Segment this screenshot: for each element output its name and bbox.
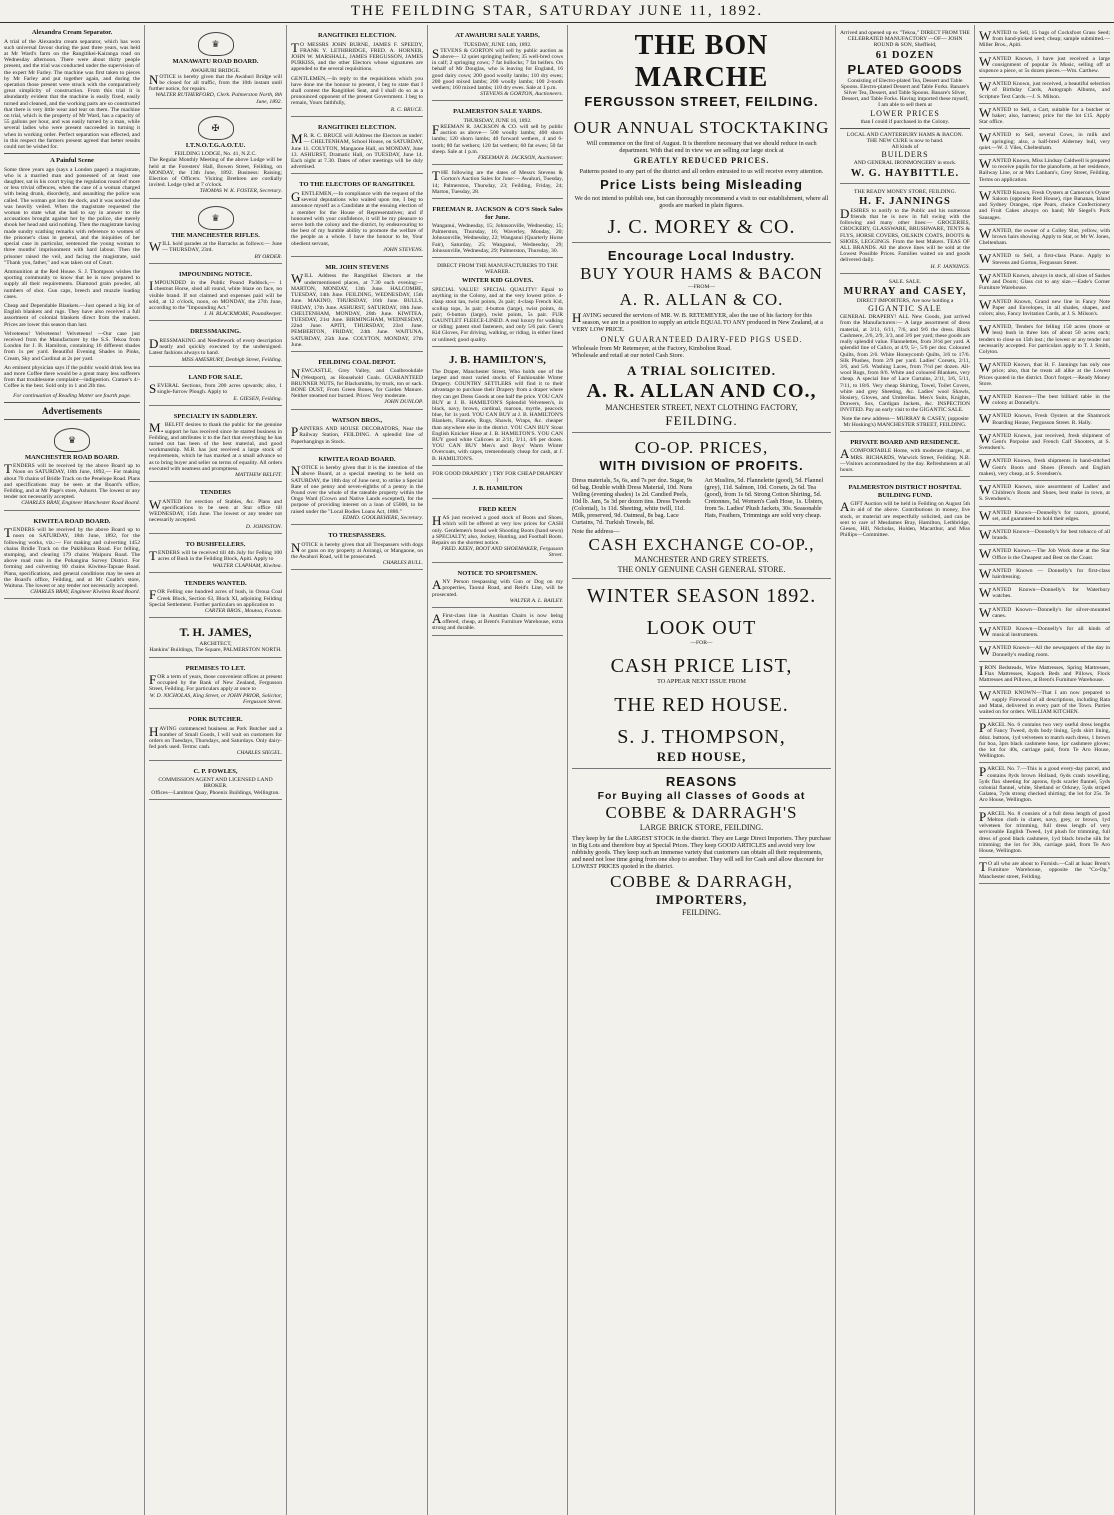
divider (4, 153, 140, 154)
trial-heading: A TRIAL SOLICITED. (627, 363, 776, 379)
bushfellers-sig: WALTER CLAPHAM, Kiwitea. (212, 562, 282, 569)
classified-item: WANTED Known—All the newspapers of the day in Donnelly's reading room. (979, 642, 1110, 661)
classified-item: WANTED Known, just received, a beautiful selection of Birthday Cards, Autograph Albums, and Scripture Text Cards.—J. S. Milson. (979, 78, 1110, 104)
classified-item: WANTED Known.—The Job Work done at the Star Office is the Cheapest and Best on the Coast. (979, 545, 1110, 564)
divider (840, 128, 970, 129)
keen-body: HAS just received a good stock of Boots and Shoes, which will be offered at very low prices for CASH only. Gentlemen's broad welt Shooting Boots (hand sewn) a SPECIALTY; also, Jockey, Hunting, and Football Boots. Repairs on the shortest notice. (432, 513, 563, 547)
lodge-body: The Regular Monthly Meeting of the above Lodge will be held at the Foresters' Hall, Bowen Street, Feilding, on MONDAY, the 13th June, 1892. Business: Raising; Election of Officers. Visiting Brethren are cordially invited. Lodge tyled at 7 o'clock. (149, 157, 282, 189)
coal-title: FEILDING COAL DEPOT. (318, 358, 396, 366)
lodge-sub: FEILDING LODGE, No. 41, N.Z.C. (174, 151, 257, 158)
keen-title: FRED KEEN (478, 505, 517, 513)
sportsmen-title: NOTICE TO SPORTSMEN. (457, 569, 538, 577)
lodge-title: I.T.N.O.T.G.A.O.T.U. (185, 141, 246, 149)
lookout-heading: LOOK OUT (646, 617, 757, 640)
classified-item: WANTED Known—Donnelly's for all kinds of musical instruments. (979, 623, 1110, 642)
gloves-ad (432, 260, 563, 347)
coop-ad (572, 435, 831, 579)
election-title: RANGITIKEI ELECTION. (317, 32, 397, 39)
allan-ad (572, 245, 831, 433)
lodge-sig: THOMAS W. K. FOSTER, Secretary. (199, 188, 282, 195)
cash-exchange-name: CASH EXCHANGE CO-OP., (588, 535, 815, 555)
kinds-label: All kinds of (891, 144, 919, 151)
hamilton-ad (432, 349, 563, 466)
retail-note: Wholesale and retail at our noted Cash Store. (572, 352, 685, 360)
kiwitea-notice-ad (291, 451, 423, 525)
chairs-ad (432, 610, 563, 636)
manchester-board-body: TENDERS will be received by the above Board up to Noon on SATURDAY, 18th June, 1892,— For making about 70 chains of Bridle Track on the Penelope Road. Plans and specifications may be seen at the Board's office, Feilding, and at Mr Page's store, Ashurst. The lowest or any tender not necessarily accepted. (4, 461, 140, 501)
builders-label: BUILDERS (881, 150, 929, 160)
thompson-name: S. J. THOMPSON, (617, 726, 786, 749)
classified-item: WANTED Known, nice assortment of Ladies' and Children's Boots and Shoes, best make in town, at S. Svendsen's. (979, 481, 1110, 507)
stock-sales-title: FREEMAN R. JACKSON & CO'S Stock Sales for June. (432, 206, 563, 221)
cobbe-name: COBBE & DARRAGH'S (605, 803, 798, 823)
gloves-body: SPECIAL VALUE! SPECIAL QUALITY! Equal to anything in the Colony, and at the very lowest price. 4-clasp stout tan, twist points, 2s pair; 4-clasp French Kid, scollop tops, 3s pair; 4-button (large), twist points, 4s pair; 6-button (large), twist points, 5s pair. FUR GAUNTLET FLEECE-LINED. A real luxury for walking or riding; patent stud fasteners, and only 5/6 pair. Gent's Kid Gloves, For driving, walking, or riding, in either lined or unlined; good quality. (432, 286, 563, 343)
architect-ad (149, 620, 282, 657)
classified-item: WANTED Known—Donnelly's for Waterbury watches. (979, 584, 1110, 603)
manchester-board-title: MANCHESTER ROAD BOARD. (24, 453, 120, 461)
kiwitea-board-sig: CHARLES BRAY, Engineer Kiwitea Road Board. (30, 589, 140, 596)
columns (0, 25, 1114, 1515)
kiwitea-notice-sig: EDMD. GOOLBEHERE, Secretary. (342, 514, 423, 521)
reasons-heading: REASONS (665, 774, 738, 790)
tenders-title: TENDERS (200, 489, 231, 497)
chairs-body: AFirst-class line in Austrian Chairs is now being offered, cheap, at Brent's Furniture Warehouse, extra strong and durable. (432, 611, 563, 632)
ready-money-label: THE READY MONEY STORE, FEILDING. (853, 188, 957, 195)
saddlery-sig: MATTHEW BELFIT. (235, 472, 282, 479)
column-7 (975, 25, 1114, 1515)
classified-item: WANTED Known, Grand new line in Fancy Note Paper and Envelopes, in all shades, shapes, and colors; also, Fancy Invitation Cards, at J. S. Milson's. (979, 296, 1110, 322)
hospital-ad (840, 479, 970, 541)
cobbe-ad (572, 771, 831, 921)
tenders-sig: D. JOHNSTON. (245, 523, 282, 530)
hams-heading: BUY YOUR HAMS & BACON (580, 264, 823, 283)
classified-item: WANTED, Tenders for felling 150 acres (more or less) bush in three lots of about 50 acres each; tenders to close on 15th inst.; the lowest or any tender not necessarily accepted. For particulars apply to T. J. Smith, Colyton. (979, 321, 1110, 359)
bushfellers-body: TENDERS will be received till 4th July for Felling 100 acres of Bush in the Feilding Block, Apiti. Apply to (149, 548, 282, 564)
ironmongery-label: AND GENERAL IRONMONGERY in stock. (853, 160, 957, 167)
misleading-body: We do not intend to publish one, but can thoroughly recommend a visit to our establishment, where all goods are marked in plain figures. (574, 195, 829, 209)
local-industry: Encourage Local Industry. (607, 248, 796, 263)
manchester-board-ad (4, 423, 140, 511)
kiwitea-notice-title: KIWITEA ROAD BOARD. (318, 455, 396, 463)
alexandra-title: Alexandra Cream Separator. (31, 29, 113, 36)
allan-body: HAVING secured the services of MR. W. B. RETEMEYER, also the use of his factory for this season, we are in a position to supply an article EQUAL TO ANY produced in New Zealand, at a VERY LOW PRICE. (572, 310, 823, 334)
dress-body: DRESSMAKING and Needlework of every description neatly and quickly executed by the undersigned. Latest fashions always to hand. (149, 335, 282, 357)
coop-heading: CO-OP. PRICES, (634, 438, 769, 458)
painful-body: Some three years ago (says a London paper) a magistrate, who is a married man and possessed of at least one daughter, sat in his court trying the regulation round of more or less trivial offences, when the case of a woman charged with being drunk, disorderly, and assaulting the police was called. The woman got into the dock, and it was noticed she was heavily veiled. When the magistrate requested the woman to state what she had to say in answer to the accusations brought against her by the police, she merely shook her head and said nothing. Then the magistrate having made sundry scathing remarks with reference to women of the prisoner's class in general, and the iniquities of her special case in particular, sentenced the young woman to three months' imprisonment with hard labour. Then the prisoner raised the veil, and facing the magistrate, said "Thank you, father," and was taken out of Court. (4, 166, 140, 266)
stock-sales-ad (432, 201, 563, 258)
plated-heading: PLATED GOODS (847, 61, 963, 77)
classified-item: WANTED Known—The best billiard table in the colony at Donnelly's. (979, 391, 1110, 410)
kiwitea-board-title: KIWITEA ROAD BOARD. (33, 517, 111, 525)
crest-icon: ♛ (54, 428, 90, 452)
for-label: —FOR— (690, 640, 713, 647)
classified-item: WANTED Known—Donnelly's for best tobacco of all brands. (979, 526, 1110, 545)
tenders-ad (149, 484, 282, 534)
stock-sales-body: Wanganui, Wednesday, 15; Johnsonville, Wednesday, 15; Palmerston, Thursday, 16; Waverley, Monday, 20; Johnsonville, Wednesday, 22; Wanganui (Quarterly Horse Fair), Saturday, 25; Wanganui, Wednesday, 29; Johnsonville, Wednesday, 29; Palmerston, Thursday, 30. (432, 223, 563, 254)
crown-icon: ♛ (198, 206, 234, 230)
morey-name: J. C. MOREY & CO. (607, 216, 796, 238)
importers-label: IMPORTERS, (655, 892, 748, 908)
awahuri-ad (149, 27, 282, 109)
land-body: SEVERAL Sections, from 200 acres upwards; also, 1 single-furrow Plough. Apply to (149, 381, 282, 397)
coal-ad (291, 354, 423, 410)
stocktaking-body: Will commence on the first of August. It is therefore necessary that we should reduce in each department. With that end in view we are selling our large stock at (586, 140, 817, 154)
hams-local: LOCAL AND CANTERBURY HAMS & BACON. (846, 131, 964, 138)
gigantic-label: GIGANTIC SALE (868, 304, 942, 314)
pork-ad (149, 711, 282, 761)
price-list-left: Dress materials, 5s, 6s, and 7s per doz. Sugar, 9s 6d bag. Double width Dress Material, 10d. Nuns Veiling (evening shades) 1s 2d. Candied Peels, 10d lb. Jam, 5s 3d per dozen tins. Dress Tweeds (Colonial), 1s 11d. Sheeting, white twill, 11d. Milk, preserved, 9d. Oatmeal, 8s bag. Lace Curtains, 7d. Turkish Towels, 8d. (572, 477, 693, 527)
classified-item: WANTED to Sell, several Cows, in milk and springing; also, a half-bred Alderney bull, very quiet.—W. J. Viles, Cheltenham. (979, 129, 1110, 155)
palmerston-sale-sig: FREEMAN R. JACKSON, Auctioneer. (477, 155, 563, 162)
awahuri-sub: AWAHURI BRIDGE. (190, 67, 241, 74)
drapery-sig: J. B. HAMILTON (472, 485, 523, 493)
from-label: —FROM— (687, 284, 716, 290)
awahuri-sale-date: TUESDAY, JUNE 14th, 1892. (463, 41, 532, 48)
land-title: LAND FOR SALE. (188, 373, 243, 381)
murray-sub: DIRECT IMPORTERS, Are now holding a (856, 298, 954, 305)
physician-para: An eminent physician says if the public would drink less tea and more Coffee there would be a great many less sufferers from that troublesome complaint—indigestion. Cramer's 4/- Coffee is the best. Sold only in 1 and 2lb tins. (4, 364, 140, 390)
electors-sig: JOHN STEVENS. (383, 246, 423, 253)
stocktaking-heading: OUR ANNUAL STOCKTAKING (573, 118, 830, 137)
painful-title: A Painful Scene (50, 157, 94, 165)
classified-item: WANTED Known, always in stock, all sizes of Sashes and Doors; Glass cut to any size.—Eade's Corner Furniture Warehouse. (979, 270, 1110, 296)
election-body: GENTLEMEN,—In reply to the requisitions which you have done me the honour to present, I beg to state that I shall contest the Rangitikei Seat, and I shall do so as a pronounced opponent of the present Government. I beg to remain, Yours faithfully, (291, 75, 423, 107)
architect-addr: Hankins' Buildings, The Square, PALMERSTON NORTH. (149, 647, 282, 654)
premises-ad (149, 660, 282, 710)
trespass-ad (291, 527, 423, 570)
tenders-wanted-ad (149, 575, 282, 618)
impound-ad (149, 266, 282, 322)
rifles-body: WILL hold parades at the Barracks as follows:— June — THURSDAY, 23rd. (149, 239, 282, 255)
jannings-ad (840, 186, 970, 274)
hospital-body: AGIFT Auction will be held in Feilding on August 5th in aid of the above. Contributions in money, live stock, or material are respectfully solicited, and can be sent to care of Mesdames Bray, Hamilton, Lethbridge, Giesen, Hill, Nicholas, Holden, Macarthur, and Miss Phillips—Committee. (840, 499, 970, 539)
sale-dates-body: THE following are the dates of Messrs Stevens & Gorton's Auction Sales for June:— Awahuri, Tuesday, 14; Palmerston, Thursday, 23; Feilding, Friday, 24; Marton, Tuesday, 28. (432, 168, 563, 195)
thompson-sub: RED HOUSE, (656, 749, 747, 765)
kiwitea-board-ad (4, 513, 140, 600)
lower-body: than I could if purchased in the Colony. (860, 118, 950, 125)
dozen-label: 61 DOZEN (875, 49, 935, 61)
stevens-title: MR. JOHN STEVENS (325, 263, 389, 271)
patterns-note: Patterns posted to any part of the district and all orders entrusted to us will receive every attention. (579, 168, 824, 175)
dairy-note: ONLY GUARANTEED DAIRY-FED PIGS USED. (600, 335, 803, 345)
plated-goods-ad (840, 27, 970, 184)
impound-body: IMPOUNDED in the Public Pound Paddock,— 1 chestnut Horse, shod all round, white blaze on face, no visible brand. If not claimed and expenses paid will be sold, at 12 o'clock, noon, on MONDAY, the 27th June, according to the "Impounding Act." (149, 278, 282, 312)
advertisements-heading: Advertisements (42, 405, 102, 416)
bushfellers-title: TO BUSHFELLERS. (185, 540, 246, 548)
velveteens-para: Velveteens! Velveteens! Velveteens! —Our case just received from the Manufacturer by the S.S. Tekoa from London for J. B. Hamilton, containing 16 different shades from 1s per yard. Beautiful Evening Shades in Pinks, Cream, Sky and Cardinal at 2s per yard. (4, 330, 140, 362)
palmerston-sale-ad (432, 103, 563, 165)
election2-body: MR. R. C. BRUCE will Address the Electors as under:— CHELTENHAM, School House, on SATURDAY, June 11. COLYTON, Mangaone Hall, on MONDAY, June 13. ASHURST, Dramatic Hall, on TUESDAY, June 14. Each night at 7.30. Dates of other meetings will be duly advertised. (291, 131, 423, 171)
impound-sig: J. H. BLACKMORE, Poundkeeper. (203, 311, 282, 318)
electors-ad (291, 176, 423, 257)
palmerston-sale-date: THURSDAY, JUNE 16, 1892. (463, 117, 532, 124)
murray-ad (840, 276, 970, 432)
jannings-sig: H. F. JANNINGS. (930, 263, 970, 270)
divider (4, 419, 140, 420)
pork-title: PORK BUTCHER. (188, 716, 243, 724)
pork-body: HAVING commenced business as Pork Butcher and a number of Small Goods, I will wait on customers for orders on Tuesdays, Thursdays, and Saturdays. Only dairy-fed pork used. Terms: cash. (149, 723, 282, 751)
keen-ad (432, 501, 563, 563)
awahuri-sale-ad (432, 27, 563, 101)
tenders-wanted-body: FOR Felling one hundred acres of bush, in Oroua Coal Creek Block, Section 63, Block XI, adjoining Feilding Special Settlement. Further particulars on application to (149, 587, 282, 608)
keen-sig: FRED. KEEN, BOOT AND SHOEMAKER, Fergusson Street. (441, 546, 563, 559)
election-ad (291, 27, 423, 117)
murray-name: MURRAY and CASEY, (843, 286, 967, 298)
brick-store: LARGE BRICK STORE, FEILDING. (639, 823, 764, 833)
awahuri-title: MANAWATU ROAD BOARD. (172, 58, 259, 65)
classified-item: TO all who are about to Furnish.—Call at Isaac Brent's Furniture Warehouse, opposite the "Co-Op," Manchester street, Feilding. (979, 858, 1110, 884)
sportsmen-body: ANY Person trespassing with Gun or Dog on my properties, Taonui Road, and Reid's Line, will be prosecuted. (432, 577, 563, 598)
coal-sig: JOHN DUNLOP. (384, 399, 423, 406)
allan2-sub: MANCHESTER STREET, NEXT CLOTHING FACTORY, (605, 403, 798, 413)
bon-marche-title: THE BON MARCHE (634, 30, 769, 93)
new-cure: THE NEW CURE is now to hand. (866, 138, 944, 145)
watson-ad (291, 412, 423, 449)
board-ad (840, 434, 970, 477)
classified-item: WANTED Known—Donnelly's for razors, ground, set, and guaranteed to hold their edges. (979, 507, 1110, 526)
premises-title: PREMISES TO LET. (185, 664, 246, 672)
pork-sig: CHARLES SIEGEL. (236, 750, 282, 757)
bon-marche-sub: FERGUSSON STREET, FEILDING. (584, 94, 819, 109)
awahuri-sale-body: STEVENS & GORTON will sell by public auction as above— 12 quiet springing heifers; 35 well-bred cows in calf; 2 springing cows; 7 fat bullocks; 7 fat heifers. On behalf of Mr Douglas, who is leaving for England, 16 good dairy cows; 200 good woolly lambs; 110 dry ewes; 200 good mixed lambs; 200 woolly lambs; 100 2-tooth wethers; 160 mixed lambs; 110 dry ewes. Sale at 1 p.m. (432, 45, 563, 91)
classified-item: PARCEL No. 7.—This is a good every-day parcel, and contains 8yds brown Holland, 6yds crash towelling, 5yds flax sheeting for aprons, 6yds scarlet flannel, 5yds colonial flannel, white, Shetland or Orkney, 5yds striped Galatea, 7yds strong checked shirting; the lot for 25s. Te Aro House, Wellington. (979, 763, 1110, 807)
watson-body: PAINTERS AND HOUSE DECORATORS, Near the Railway Station, FEILDING. A splendid line of Paperhangings in Stock. (291, 424, 423, 445)
board-body: ACOMFORTABLE Home, with moderate charges, at MRS. RICHARDS, Warwick Street, Feilding. N.B.—Visitors accommodated by the day. Refreshments at all hours. (840, 446, 970, 474)
dress-sig: MISS AMESBURY, Denbigh Street, Feilding. (181, 356, 282, 363)
division-heading: WITH DIVISION OF PROFITS. (599, 458, 804, 474)
hamilton-body: The Draper, Manchester Street, Who holds one of the largest and most varied stocks of Fashionable Winter Drapery. COUNTRY SETTLERS will find it to their advantage to purchase their Drapery from a draper where they can get Dress Goods at one half the price. YOU CAN BUY at J. B. HAMILTON'S Splendid Velveteen's, in black, navy, brown, cardinal, maroon, myrtle, peacock blue, for 1s yard. YOU CAN BUY at J. B. HAMILTON'S Blankets, Flannels, Rugs, Shawls, Wraps, &c. cheaper than anywhere else in the district. YOU CAN BUY Stout English Knicker Hose at J. B. HAMILTON'S. YOU CAN BUY good white Calicoes at 2/11, 3/11, 4/6 per dozen. YOU CAN BUY Men's and Boys' Warm Winter Overcoats, with capes, tremendously cheap for cash, at J. B. HAMILTON'S. (432, 368, 563, 462)
continuation-note: For continuation of Reading Matter see fourth page. (13, 392, 131, 399)
electors-title: TO THE ELECTORS OF RANGITIKEI. (299, 181, 415, 189)
lodge-ad (149, 111, 282, 199)
architect-name: T. H. JAMES, (179, 625, 252, 640)
fowles-ad (149, 763, 282, 800)
awahuri-sale-title: AT AWAHURI SALE YARDS, (455, 32, 540, 39)
plated-body: Consisting of Electro-plated Tea, Dessert and Table Spoons. Electro-plated Dessert and Table Forks. Banare's Silver Tea, Dessert, and Table Spoons. Banare's Silver, Dessert, and Table Forks. Having imported these myself, I am able to sell them at (840, 77, 970, 109)
gloves-sub: WINTER KID GLOVES. (461, 277, 534, 285)
sale-label: SALE. SALE. (888, 278, 922, 285)
lower-prices: LOWER PRICES (870, 108, 940, 118)
election2-title: RANGITIKEI ELECTION. (317, 123, 397, 131)
red-house-name: THE RED HOUSE. (614, 694, 789, 717)
architect-sub: ARCHITECT, (199, 641, 232, 648)
jannings-name: H. F. JANNINGS (859, 195, 951, 207)
tenders-wanted-title: TENDERS WANTED. (184, 579, 247, 587)
allan-name: A. R. ALLAN & CO. (619, 290, 784, 310)
rifles-title: THE MANCHESTER RIFLES. (171, 231, 260, 239)
classified-item: WANTED Known, Miss Lindsay Caldwell is prepared to receive pupils for the pianoforte, at her residence, Railway Line, or at Mrs Lanham's, Grey Street, Feilding. Terms on application. (979, 155, 1110, 187)
buying-line: For Buying all Classes of Goods at (597, 790, 806, 803)
reduced-prices: GREATLY REDUCED PRICES. (633, 156, 770, 165)
classified-item: WANTED Known, just received, fresh shipment of Gent's Porpoise and French Calf Shooters, at S. Svendsen's. (979, 430, 1110, 456)
plated-intro: Arrived and opened up ex "Tekoa," DIRECT FROM THE CELEBRATED MANUFACTORY —OF— JOHN ROUND & SON, Sheffield, (840, 30, 970, 49)
alexandra-body: A trial of the Alexandra cream separator, which has won such universal favour during the past three years, was held at Mr Ward's farm on the Rangitikei-Kairanga road on Wednesday afternoon. There were about thirty people present, and the trial was conducted under the supervision of the expert Mr Farley. The machine was first taken to pieces by Mr Farley and put together again, and during the operation those present were struck with the comparatively great simplicity of construction. From this trial it is abundantly evident that the machine is easily fixed, easily turned and cleaned, and the working parts are so constructed that there is very little wear and tear on them. The machine on trial, which is the property of Mr Ward, has a capacity of 55 gallons per hour, and was easily turned by a man, while several ladies who were present succeeded in turning it when in working order. Perfect separation was effected, and in this respect the farmers present agreed that better results could not be wished for. (4, 38, 140, 150)
sportsmen-ad (432, 565, 563, 608)
land-ad (149, 369, 282, 406)
classified-item: PARCEL No. 6 contains two very useful dress lengths of Fancy Tweed, 4yds body lining, 5yds skirt lining, 4doz. buttons, 1yd velveteen to match each dress, 1 brown fur boa, 3prs black cashmere hose, 1pr cashmere gloves; the lot for 40s, carriage paid, from Te Aro House, Wellington. (979, 719, 1110, 763)
classified-item: WANTED to Sell, a first-class Piano. Apply to Stevens and Gorton, Fergusson Street. (979, 250, 1110, 269)
gloves-title: DIRECT FROM THE MANUFACTURERS TO THE WEARER. (437, 263, 558, 276)
kiwitea-notice-body: NOTICE is hereby given that it is the intention of the above Board, at a special meeting to be held on SATURDAY, the 18th day of June next, to strike a Special Rate of one penny and seven-eighths of a penny in the Pound over the whole of the rateable property within the Ongo Ward (Crown and Native Lands excepted), for the purpose of providing interest on a loan of £5000, to be raised under the "Local Bodies Loans Act, 1886." (291, 463, 423, 515)
trespass-body: NOTICE is hereby given that all Trespassers with dogs or guns on my property at Aorangi, or Mangaone, on the Awahuri Road, will be prosecuted. (291, 539, 423, 560)
price-list (572, 477, 831, 526)
classified-item: PARCEL No. 8 consists of a full dress length of good Melton cloth in claret, navy, grey, or brown, 1yd velveteen for trimming, full dress length of very serviceable English Tweed, 1yd plush for trimming, full dress of good black cashmere, 1yd black broche silk for trimming; the lot for 30s, carriage paid, from Te Aro House, Wellington. (979, 808, 1110, 858)
election-sig: R. C. BRUCE. (390, 106, 423, 113)
coop-address-label: Note the address— (572, 528, 620, 536)
masthead: THE FEILDING STAR, SATURDAY JUNE 11, 1892. (0, 0, 1114, 23)
fowles-name: C. P. FOWLES, (193, 767, 238, 775)
blankets-para: Cheap and Dependable Blankets.—Just opened a big lot of English blankets and rugs. They have also received a full assortment of colonial blankets direct from the makers. Prices are lower this season than last. (4, 302, 140, 328)
murray-body: GENERAL DRAPERY! ALL New Goods, just arrived from the Manufacturers:— A large assortment of dress material, at 3/11, 6/11, 7/6, and 9/6 the dress. Black Cashmere, 2/6, 2/9, 3/3, and 3/6 per yard; these goods are really splendid value. Flannelettes, from 3½d per yard. A splendid line of Calico, at 4/9, 5/-, 5/6 per doz. Coloured Quilts, from 2/6. White Honeycomb Quilts, 3/6 to 17/6. Silk Plushes, from 2/9 per yard. Ladies' Corsets, 2/11, 3/6, and 5/6. Washing Laces, from 7½d per dozen. All-wool Rugs, from 8/6. White and coloured Blankets, very cheap. A special line of Lace Curtains, 2/11, 3/6, 5/11, 7/11, to 18/6. Very cheap Shirting, Towel, Toilet Covers, white and grey Sheeting, &c. Ladies' wool Shawls, Hosiery, Gloves, and Umbrellas. Men's Suits, Knights, Drawers, Sox, Cardigan Jackets, &c. INSPECTION INVITED. Pay an early visit to the GIGANTIC SALE. (840, 314, 970, 414)
classified-item: WANTED Known — Donnelly's for first-class hairdressing. (979, 565, 1110, 584)
classified-item: IRON Bedsteads, Wire Mattresses, Spring Mattresses, Flax Mattresses, Kapock Beds and Pillows, Flock Mattresses and Pillows, at Brent's Furniture Warehouse. (979, 662, 1110, 688)
sale-dates-ad (432, 167, 563, 199)
fowles-addr: Offices—Lambton Quay, Phoenix Buildings, Wellington. (151, 789, 280, 796)
trespass-sig: CHARLES BULL. (382, 560, 423, 567)
price-list-right: Art Muslins, 5d. Flannelette (good), 5d. Flannel (grey), 11d. Salmon, 10d. Corsets, 2s 6d. Tea (good), from 1s 6d. Strong Cotton Shirting, 5d. Cretonnes, 5d. Women's Cash Hose, 1s. Ulsters, from 5s. Ladies' Plush Jackets, 30s. Seasonable Hats, Feathers, Trimmings are sold very cheap. (704, 477, 824, 520)
land-sig: E. GIESEN, Feilding. (233, 395, 282, 402)
watson-title: WATSON BROS., (331, 416, 383, 424)
classified-item: WANTED Known, that H. F. Jannings has only one price; also, that he treats all alike at the Lowest Prices quoted in the district. Don't forget.—Ready Money Store. (979, 359, 1110, 391)
hospital-title: PALMERSTON DISTRICT HOSPITAL BUILDING FUND. (848, 484, 962, 499)
classified-item: WANTED to Sell, 15 bags of Cocksfoot Grass Seed; from hand-picked seed; cheap; sample submitted.—Miller Bros., Apiti. (979, 27, 1110, 53)
classified-item: WANTED KNOWN—That I am now prepared to supply Firewood of all descriptions, including Rata and Matai, delivered in every part of the Town. Parties waited on for orders. WILLIAM KITCHEN. (979, 687, 1110, 719)
column-5 (568, 25, 836, 1515)
classified-list (979, 27, 1110, 884)
column-2 (145, 25, 287, 1515)
palmerston-sale-body: FREEMAN R. JACKSON & CO. will sell by public auction as above— 500 woolly lambs; 400 shorn lambs; 120 shorn lambs; 40 forward wethers, 4 and 6-tooth; 80 fat wethers; 120 fat wethers; 60 fat ewes; 50 fat sheep. Sale at 1 p.m. (432, 122, 563, 155)
saddlery-title: SPECIALTY IN SADDLERY. (173, 412, 258, 420)
appear-note: TO APPEAR NEXT ISSUE FROM (657, 678, 746, 686)
classified-item: WANTED Known, fresh shipments in hand-stitched Gent's Boots and Shoes (French and English makes), very cheap, at S. Svendsen's. (979, 455, 1110, 481)
cash-exchange-sub: MANCHESTER AND GREY STREETS. (634, 555, 769, 565)
allan2-town: FEILDING. (665, 413, 738, 429)
election-to: TO MESSRS JOHN BURNE, JAMES F. SPEEDY, FRANK Y. LETHBRIDGE, FRED. A. HORNER, JOHN W. MARSHALL, JAMES FERGUSSON, JAMES PURKISS, and the other Electors whose signatures are appended to the several requisitions. (291, 39, 423, 73)
rifles-sig: BY ORDER. (254, 253, 282, 260)
classified-item: WANTED Known—Donnelly's for silver-mounted canes. (979, 604, 1110, 623)
coal-body: NEWCASTLE, Grey Valley, and Coalbrookdale (Westport), as Household Coals. GUARANTEED BRUNNER NUTS, for Blacksmiths, by truck, ton or sack. BONE DUST, From Green Bones, for Garden Manure. Neither steamed nor burned. Prices: Very moderate. (291, 366, 423, 400)
compass-icon: ✠ (198, 116, 234, 140)
manchester-board-sig: CHARLES BRAY, Engineer Manchester Road Board. (21, 500, 140, 507)
bon-marche-ad (572, 27, 831, 243)
column-6 (836, 25, 975, 1515)
palmerston-sale-title: PALMERSTON SALE YARDS. (453, 108, 542, 116)
murray-address: Note the new address— MURRAY & CASEY, (opposite Mr Hosking's) MANCHESTER STREET, FEILDING. (841, 415, 969, 428)
drapery-line: FOR GOOD DRAPERY } TRY FOR CHEAP DRAPERY } (432, 470, 563, 484)
cobbe2-name: COBBE & DARRAGH, (610, 872, 793, 892)
board-title: PRIVATE BOARD AND RESIDENCE. (850, 438, 960, 446)
allan2-name: A. R. ALLAN AND CO., (586, 380, 817, 403)
classified-item: WANTED Known, I have just received a large consignment of popular 2s Music, selling off at sixpence a piece, or 5s dozen pieces.—Wm. Carthew. (979, 53, 1110, 79)
tenders-body: WANTED for erection of Stables, &c. Plans and specifications to be seen at Star office till WEDNESDAY, 15th June. The lowest or any tender not necessarily accepted. (149, 496, 282, 524)
classified-item: WANTED, the owner of a Colley Slut, yellow, with brown hairs showing. Apply to Star, or Mr W. Jones, Cheltenham. (979, 225, 1110, 251)
premises-body: FOR a term of years, those convenient offices at present occupied by the Bank of New Zealand, Fergusson Street, Feilding. For particulars apply at once to (149, 672, 282, 693)
column-4 (428, 25, 568, 1515)
classified-item: WANTED Known, Fresh Oysters at the Shamrock Boarding House, Fergusson Street. R. Hally. (979, 410, 1110, 429)
fowles-sub: COMMISSION AGENT AND LICENSED LAND BROKER. (158, 777, 273, 790)
drapery-ad (432, 468, 563, 499)
premises-sig: W. D. NICHOLAS, King Street, or JOHN PRIOR, Solicitor, Fergusson Street. (149, 692, 282, 705)
divider (4, 402, 140, 403)
impound-title: IMPOUNDING NOTICE. (179, 270, 252, 278)
saddlery-body: M.BELFIT desires to thank the public for the genuine support he has received since he started business in Feilding, and attributes it to the fact that everything he has turned out has been of the best material, and good workmanship. M.B. has just received a large stock of requirements, which he has marked at a small advance so as to bring buyer and seller on terms of equality. All orders executed with neatness and promptness. (149, 420, 282, 472)
jannings-body: DESIRES to notify to the Public and his numerous friends that he is now in full swing with the following and many other lines:— GROCERIES, CROCKERY, GLASSWARE, BRUSHWARE, TENTS & FLYS, HORSE COVERS, OILSKIN COATS, BOOTS & SHOES, LEGGINGS. From the best Makers. TEAS OF ALL BRANDS. All the above lines will be sold at the Lowest Possible Prices. Families waited on and goods delivered daily. (840, 205, 970, 264)
misleading-heading: Price Lists being Misleading (600, 177, 803, 192)
trespass-title: TO TRESPASSERS. (328, 532, 386, 540)
sportsmen-sig: WALTER A. L. BAILEY. (509, 597, 563, 604)
red-house-ad (572, 581, 831, 769)
awahuri-sale-sig: STEVENS & GORTON, Auctioneers. (480, 91, 563, 98)
cash-exchange-tagline: THE ONLY GENUINE CASH GENERAL STORE. (617, 565, 786, 575)
electors-body: GENTLEMEN,—In compliance with the request of the several deputations who waited upon me, I beg to announce myself as a Candidate at the ensuing election of a member for the House of Representatives; and if honoured with your confidence, it will be my pleasure to serve both the colony and the district, by endeavouring to the best of my humble ability to promote the welfare of the people as a whole. I have the honour to be, Your obedient servant, (291, 188, 423, 247)
classified-item: WANTED Known, Fresh Oysters at Cameron's Oyster Saloon (opposite Red House), ripe Bananas, Island and Sydney Oranges, ripe Pears, choice Confectionery and Fruit Cakes always on hand; Mr Siegel's Pork Sausages. (979, 187, 1110, 225)
classified-item: WANTED to Sell, a Cart, suitable for a butcher or baker; also, harness; price for the lot £15. Apply Star office. (979, 104, 1110, 130)
awahuri-sig: WALTER RUTHERFORD, Clerk. Palmerston North, 8th June, 1892. (155, 92, 282, 105)
saddlery-ad (149, 408, 282, 482)
cash-list-heading: CASH PRICE LIST, (610, 655, 793, 678)
tenders-wanted-sig: CARTER BROS., Moutoa, Foxton. (204, 607, 282, 614)
dress-ad (149, 323, 282, 366)
rifles-ad (149, 201, 282, 264)
election2-ad (291, 119, 423, 175)
kiwitea-board-body: TENDERS will be received by the above Board up to noon on SATURDAY, 18th June, 1892, for the following works, viz.:— For making and culverting 1452 chains Bridle Track on the Pakihikura Road. For felling, stumping, and clearing 179 chains Waipuru Road. The above road runs in the Pohangina Survey District. For forming and culverting 80 chains Kiwitea-Tapuae Road. Plans, specifications, and general conditions may be seen at the Board's office, Feilding, and at Mr Coalbt's store, Waituna. The lowest or any tender not necessarily accepted. (4, 525, 140, 590)
dress-title: DRESSMAKING. (190, 328, 241, 336)
haybittle-name: W. G. HAYBITTLE. (850, 167, 960, 179)
crest-icon: ♛ (198, 32, 234, 56)
column-3 (287, 25, 428, 1515)
winter-heading: WINTER SEASON 1892. (586, 585, 817, 608)
column-1 (0, 25, 145, 1515)
cobbe-town: FEILDING. (682, 908, 721, 918)
stevens-body: WILL Address the Rangitikei Electors at the undermentioned places, at 7.30 each evening:— MARTON, MONDAY, 13th June. HALCOMBE, TUESDAY, 14th June. FEILDING, WEDNESDAY, 15th June. MAKINO, THURSDAY, 16th June. BULLS, FRIDAY, 17th June. ASHURST, SATURDAY, 18th June. CHELTENHAM, MONDAY, 20th June. KIWITEA, TUESDAY, 21st June. BIRMINGHAM, WEDNESDAY, 22nd June. APITI, THURSDAY, 23rd June. PEMBERTON, FRIDAY, 24th June. WAITUNA, SATURDAY, 25th June. COLYTON, MONDAY, 27th June. (291, 271, 423, 348)
wholesale-note: Wholesale from Mr Retemeyer, at the Factory, Kimbolton Road. (572, 345, 732, 353)
hamilton-title: J. B. HAMILTON'S, (449, 353, 546, 366)
ammunition-para: Ammunition at the Red House. S. J. Thompson wishes the sporting community to know that he is now prepared to supply all their requirements. Diamond grain powder, all numbers of shot. Gun caps, breech and muzzle loading cases. (4, 268, 140, 300)
bushfellers-ad (149, 536, 282, 573)
awahuri-body: NOTICE is hereby given that the Awahuri Bridge will be closed for all traffic, from the 10th instant until further notice, for repairs. (149, 71, 282, 93)
stevens-ad (291, 259, 423, 352)
reasons-body: They keep by far the LARGEST STOCK in the district. They are Large Direct Importers. They purchase in Big Lots and therefore buy at Special Prices. They keep GOOD ARTICLES and avoid very low rubbishy goods. They keep such an immense variety that customers can obtain all their requirements, and need not lose time going from one shop to another. They will sell for Cash and allow discount for LOWEST PRICES quoted in the district. (572, 835, 831, 871)
